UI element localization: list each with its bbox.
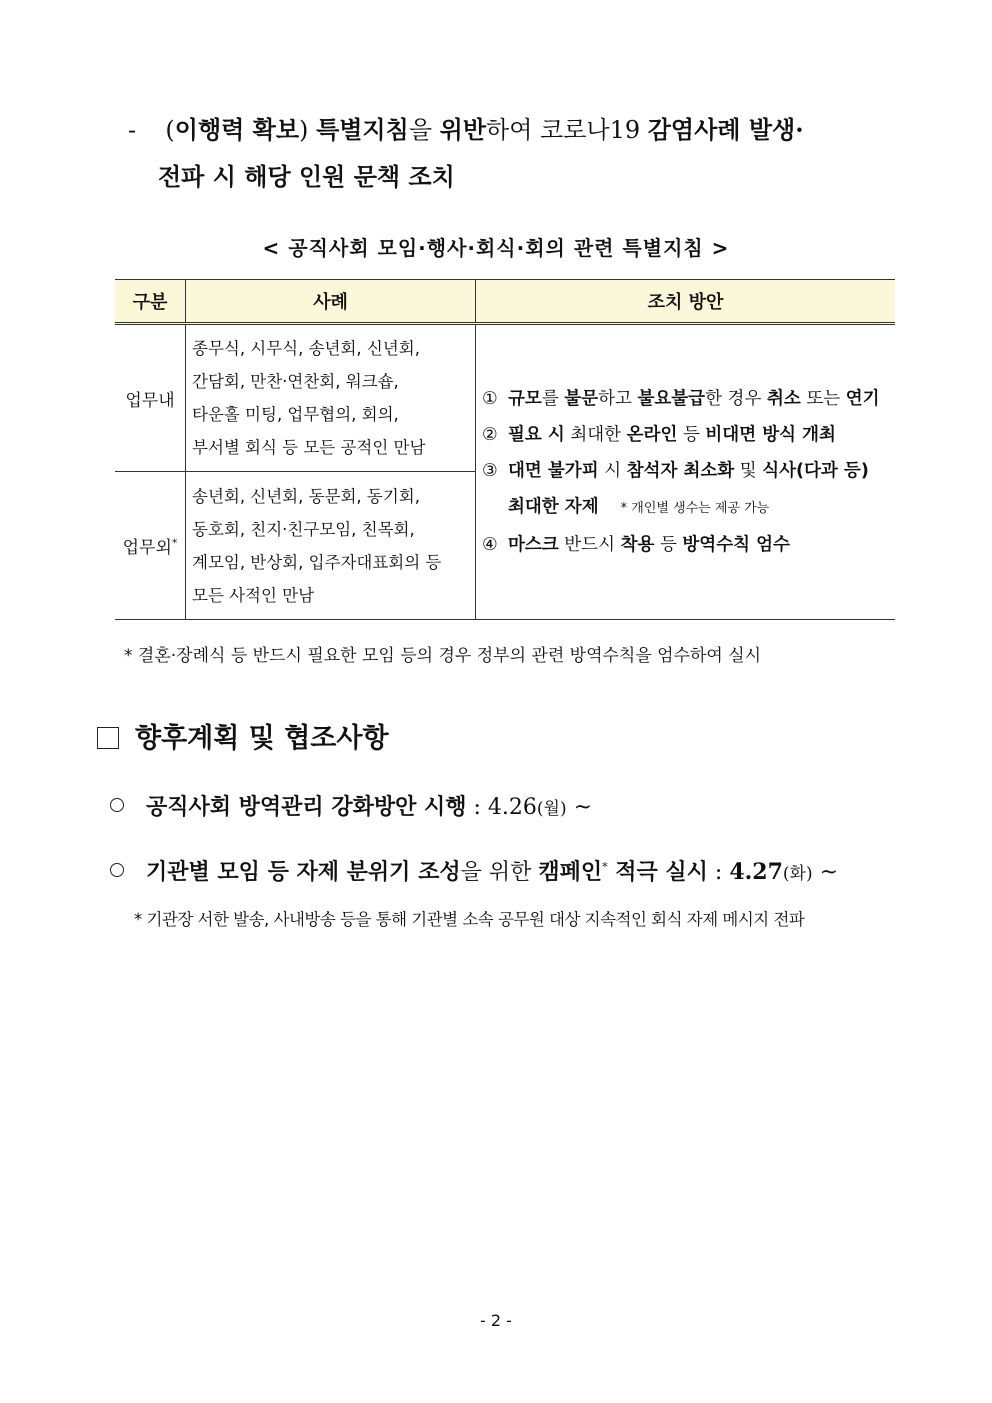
plan-item-1-day: (월) [536,799,567,819]
section-title-text: 향후계획 및 협조사항 [135,723,389,754]
example-line: 송년회, 신년회, 동문회, 동기회, [192,486,420,506]
measure-text: 비대면 방식 개최 [705,425,836,445]
measure-text: 온라인 [626,425,678,445]
measure-text: 착용 [620,535,655,555]
measure-text: 취소 [766,389,801,409]
examples-private [186,472,476,620]
intro-line-1 [128,103,804,157]
circle-bullet-icon [110,798,124,812]
measure-text: 필요 시 [508,425,565,445]
measure-text: 불요불급 [637,389,706,409]
section-title [97,716,389,755]
table-footnote: * 결혼·장례식 등 반드시 필요한 모임 등의 경우 정부의 관련 방역수칙을 엄수하여 실시 [124,646,762,666]
intro-paren-open: ( [165,116,175,144]
measure-text: 대면 불가피 [508,461,599,481]
plan-item-2-note: * 기관장 서한 발송, 사내방송 등을 통해 기관별 소속 공무원 대상 지속적인 회식 자제 메시지 전파 [134,910,805,929]
measure-text: 시 [598,461,627,481]
intro-keyword-guideline: 특별지침 [316,115,409,144]
measure-4 [482,527,889,563]
measure-text: 불문 [564,389,599,409]
intro-text-covid: 하여 코로나19 [486,116,641,144]
table-row [115,324,895,472]
plan-item-1-tilde: ~ [566,795,593,820]
measure-text: 또는 [800,389,846,409]
measure-text: 등 [677,425,706,445]
intro-line-2: 전파 시 해당 인원 문책 조치 [158,162,455,191]
measure-text: 반드시 [558,535,621,555]
plan-item-1-colon: : [466,795,488,820]
intro-particle: 을 [408,116,432,144]
plan-item-2 [110,855,838,886]
measure-text: 하고 [598,389,638,409]
square-bullet-icon [97,727,119,749]
intro-keyword-violation: 위반 [439,115,487,144]
measure-number: ④ [482,535,498,555]
circle-bullet-icon [110,863,124,877]
measure-text: 마스크 [508,535,559,555]
example-line: 모든 사적인 만남 [192,585,315,605]
category-private [115,472,186,620]
plan-item-1 [110,790,592,821]
plan-item-2-date: 4.27 [729,859,783,885]
plan-item-2-text: 적극 실시 [607,859,708,885]
measures-cell [476,324,896,620]
plan-item-2-colon: : [707,860,730,885]
table-header-row [115,280,895,324]
example-line: 종무식, 시무식, 송년회, 신년회, [192,339,420,358]
measure-number: ① [482,389,498,409]
measure-text: 및 [734,461,763,481]
table-caption: < 공직사회 모임·행사·회식·회의 관련 특별지침 > [262,236,730,260]
guideline-table [115,279,895,620]
plan-item-2-mark: * [602,860,608,874]
header-measures: 조치 방안 [476,280,896,324]
measure-3-note: * 개인별 생수는 제공 가능 [620,501,770,516]
intro-dash: - [128,116,137,144]
category-private-label: 업무외 [122,538,172,558]
measure-number: ③ [482,461,498,481]
category-private-mark: * [171,536,178,550]
measure-2 [482,417,889,453]
example-line: 동호회, 친지·친구모임, 친목회, [192,519,415,539]
measure-text: 규모 [508,389,542,409]
measure-text: 최대한 자제 [508,497,599,517]
measure-number: ② [482,425,498,445]
measure-text: 식사(다과 등) [762,461,869,481]
measure-text: 를 [541,389,565,409]
plan-item-2-text: 기관별 모임 등 자제 분위기 조성 [146,859,461,885]
plan-item-1-text: 공직사회 방역관리 강화방안 시행 [146,794,467,820]
plan-item-2-text: 을 위한 [460,860,539,885]
header-category: 구분 [115,280,186,324]
measure-text: 방역수칙 엄수 [682,535,790,555]
measure-text: 최대한 [564,425,627,445]
intro-paren-close: ) [299,116,309,144]
example-line: 타운홀 미팅, 업무협의, 회의, [192,405,399,424]
header-examples: 사례 [186,280,476,324]
category-official: 업무내 [115,324,186,472]
intro-keyword-outbreak: 감염사례 발생· [647,115,804,144]
plan-item-1-date: 4.26 [487,795,537,820]
plan-item-2-tilde: ~ [812,860,839,885]
examples-official [186,324,476,472]
plan-item-2-campaign: 캠페인 [538,859,603,885]
page-number: - 2 - [480,1311,512,1330]
measure-3-cont [482,489,889,527]
example-line: 계모임, 반상회, 입주자대표회의 등 [192,552,442,572]
example-line: 부서별 회식 등 모든 공적인 만남 [192,438,426,457]
measure-1 [482,381,889,417]
measure-text: 등 [654,535,683,555]
example-line: 간담회, 만찬·연찬회, 워크숍, [192,372,399,391]
measure-text: 연기 [845,389,880,409]
measure-3 [482,453,889,489]
plan-item-2-day: (화) [782,864,813,884]
intro-keyword-enforcement: 이행력 확보 [174,115,300,144]
measure-text: 한 경우 [705,389,767,409]
measure-text: 참석자 최소화 [626,461,735,481]
